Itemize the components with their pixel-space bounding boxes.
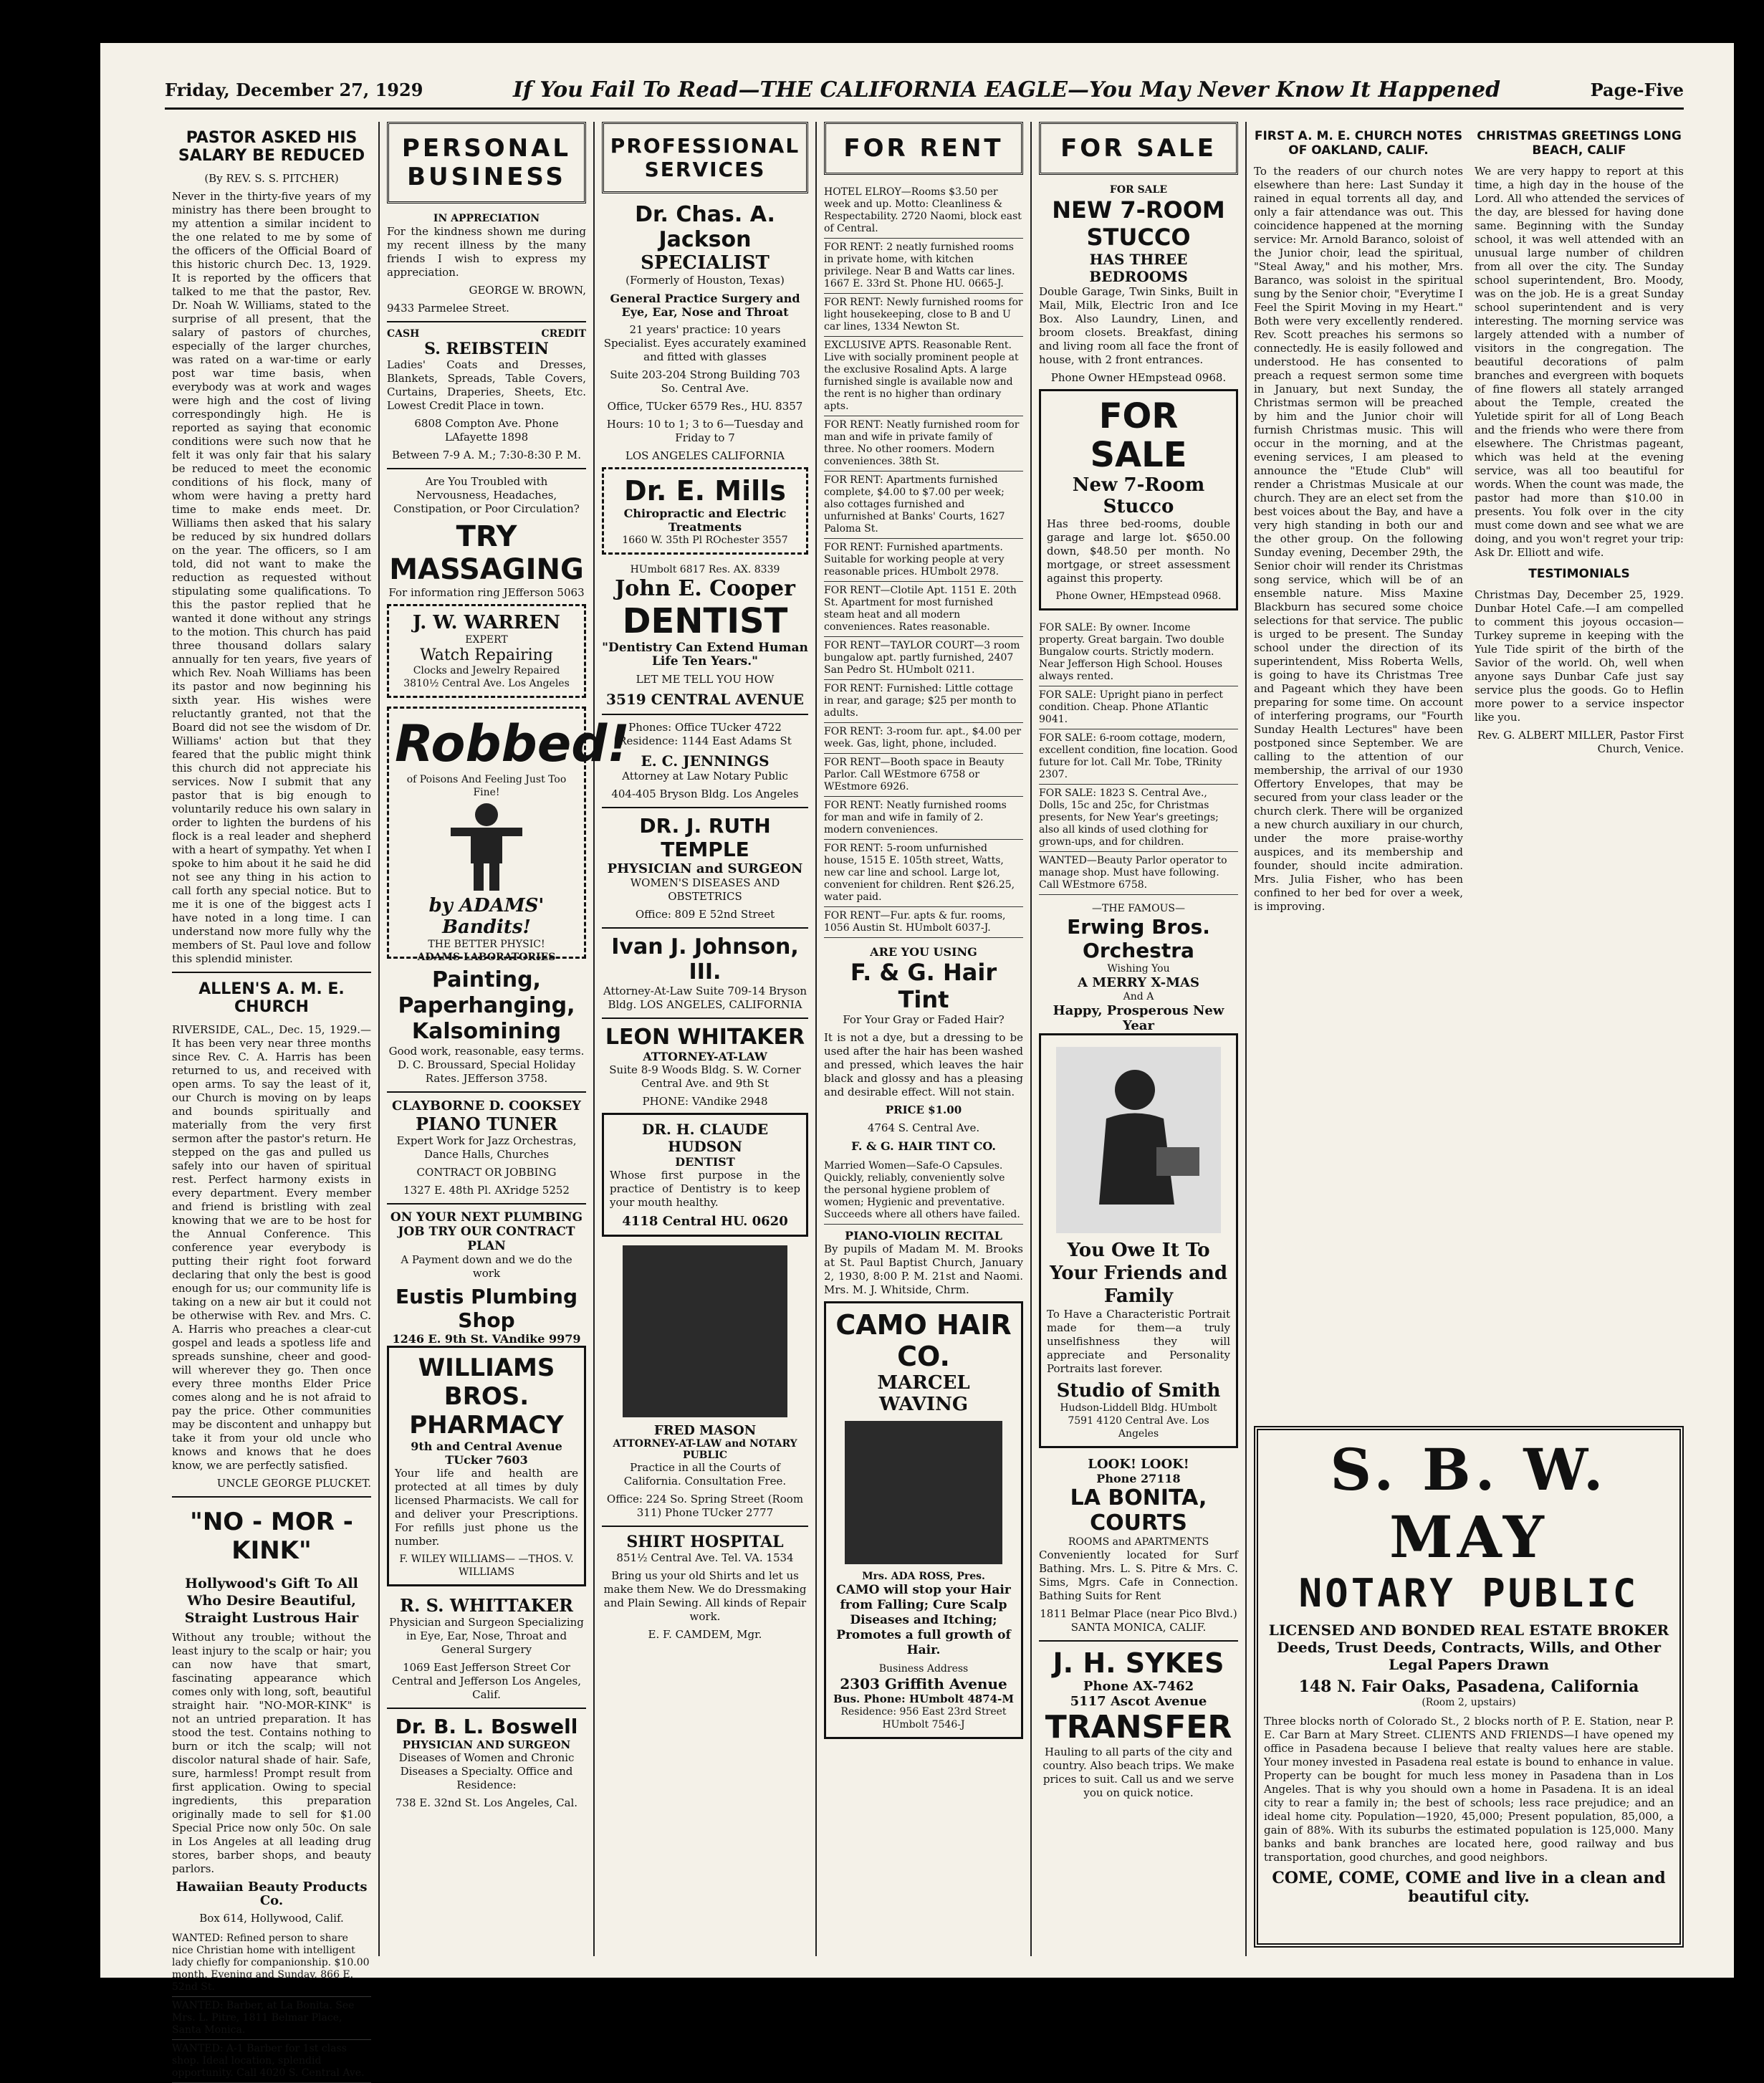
tint-name: F. & G. Hair Tint [850, 959, 997, 1013]
sale2-body: Has three bed-rooms, double garage and large lot. $650.00 down, $48.50 per month. No mortgage, or street assessment against this property. [1047, 517, 1230, 585]
cooksey-trade: PIANO TUNER [415, 1114, 558, 1134]
erwing-and: And A [1123, 991, 1154, 1002]
masthead [165, 72, 1684, 110]
hudson-address: 4118 Central HU. 0620 [622, 1214, 788, 1229]
long-beach-body: We are very happy to report at this time, a high day in the house of the Lord. All who attended the services of the day, are blessed for having done same. Beginning with the Sunday school, it was well attended with an unusual large number of children from all over the city. The Sunday school superintendent, Bro. Moody, was on the job. He is a great Sunday school superintendent and is very interesting. The morning service was largely attended with a number of visitors in the congregation. The beautiful decorations of palm branches and evergreen with boquets of fine flowers all stately arranged about the Temple, created the Yuletide spirit for all of Long Beach and the friends who were there from elsewhere. The Christmas pageant, which was held at the evening service, was all too beautiful for words. When the count was made, the pastor had more than $10.00 in presents. You folk over in the city must come down and see what we are doing, and you won't regret your trip: Ask Dr. Elliott and wife. [1475, 165, 1684, 559]
jackson-hours: Hours: 10 to 1; 3 to 6—Tuesday and Friday to 7 [606, 418, 804, 444]
bonita-sub: ROOMS and APARTMENTS [1068, 1536, 1209, 1548]
johnson-body: Attorney-At-Law Suite 709-14 Bryson Bldg. LOS ANGELES, CALIFORNIA [603, 985, 807, 1011]
sale2-headline: FOR SALE [1090, 396, 1187, 475]
may-room: (Room 2, upstairs) [1422, 1697, 1516, 1708]
rent-listing: FOR RENT: 5-room unfurnished house, 1515 E. 105th street, Watts, new car line and school. Large lot, convenient for children. Rent $26.25, water paid. [824, 840, 1023, 907]
appreciation-heading: IN APPRECIATION [433, 213, 540, 224]
section-title-for-sale: FOR SALE [1039, 122, 1238, 175]
divider [387, 468, 586, 469]
jackson-title: SPECIALIST [641, 252, 770, 274]
hudson-name: DR. H. CLAUDE HUDSON [641, 1121, 769, 1155]
cooksey-address: 1327 E. 48th Pl. AXridge 5252 [403, 1184, 570, 1197]
smith-name: Studio of Smith [1056, 1380, 1221, 1402]
wanted-ad: WANTED: Refined person to share nice Christian home with intelligent lady chiefly for companionship. $10.00 month. Evening and Sunday, 866 E. 52nd St. [172, 1930, 371, 1997]
may-body: Three blocks north of Colorado St., 2 blocks north of P. E. Station, near P. E. Car Barn at Mary Street. CLIENTS AND FRIENDS—I have opened my office in Pasadena because I believe that realty values here are stable. Your money invested in Pasadena real estate is bound to enhance in value. Property can be bought for much less money in Pasadena than in Los Angeles. That is why you should own a home in Pasadena. It is an ideal city to rear a family in; the best of schools; less race prejudice; and an ideal home city. Population—1920, 45,000; Present population, 85,000, a gain of 88%. With its suburbs the estimated population is 125,000. Many banks and bank branches are located here, good railway and bus transportation, good churches, and good neighbors. [1264, 1715, 1674, 1864]
bonita-address: 1811 Belmar Place (near Pico Blvd.) SANTA MONICA, CALIF. [1040, 1607, 1237, 1634]
stucco-sub: HAS THREE BEDROOMS [1089, 251, 1188, 285]
divider [387, 1708, 586, 1709]
jackson-body: General Practice Surgery and Eye, Ear, Nose and Throat [610, 292, 800, 319]
sale2-owner: Phone Owner, HEmpstead 0968. [1055, 590, 1222, 602]
mason-name: FRED MASON [653, 1423, 757, 1438]
tint-company: F. & G. HAIR TINT CO. [851, 1139, 996, 1153]
temple-name: DR. J. RUTH TEMPLE [639, 814, 771, 861]
boswell-address: 738 E. 32nd St. Los Angeles, Cal. [395, 1796, 578, 1809]
hudson-body: Whose first purpose in the practice of Dentistry is to keep your mouth healthy. [610, 1169, 800, 1209]
rent-listing: EXCLUSIVE APTS. Reasonable Rent. Live with socially prominent people at the exclusive Rosalind Apts. A large furnished single is available now and the rent is no higher than ordinary apts. [824, 337, 1023, 416]
sykes-trade: TRANSFER [1045, 1709, 1232, 1746]
robbed-lab: ADAMS LABORATORIES [417, 952, 556, 963]
oakland-body: To the readers of our church notes elsewhere than here: Last Sunday it rained in equal torrents all day, and only a fair attendance was out. This coincidence happened at the morning service: Mr. Arnold Baranco, soloist of the Junior choir, lead the spiritual, "Steal Away," and his mother, Mrs. Baranco, was soloist in the spiritual sung by the Senior choir, "Everytime I Feel the Spirit Moving in my Heart." Both were very excellently rendered. Rev. Scott preaches his sermons so connectedly. He is easily followed and understood. He has consented to preach a request sermon some time in January, but next Sunday, the Christmas sermon will be preached by him and the Junior choir will furnish Christmas music. This will occur in the morning, and at the evening services, I am pleased to announce the "Etude Club" will render a Christmas Musicale at our church. They are an elect set from the best voices about the Bay, and have a very high standing in both our and the other group. On the following Sunday evening, December 29th, the Senior choir will render its Christmas song service, which will be of an ensemble nature. Miss Maxine Blackburn has secured some choice selections for that service. The public is urged to be present. The Sunday school under the direction of its superintendent, Miss Roberta Wells, is going to have its Christmas Tree and Pageant which they have been preparing for some time. On account of interfering programs, our "Fourth Sunday Health Lectures" have been postponed since September. We are calling to the attention of our membership, the arrival of our 1930 Offertory Envelopes, that may be secured from your class leader or the church clerk. There will be organized a new church auxiliary in our church, under the more praise-worthy auspices, and its membership and founder, should incite admiration. Mrs. Julia Fisher, who has been confined to her bed for over a week, is improving. [1254, 165, 1463, 913]
recital-heading: PIANO-VIOLIN RECITAL [845, 1229, 1002, 1242]
mason-address: Office: 224 So. Spring Street (Room 311) Phone TUcker 2777 [606, 1493, 804, 1519]
williams-body: Your life and health are protected at all times by duly licensed Pharmacists. We call for and deliver your Prescriptions. For refills just phone us the number. [395, 1467, 578, 1548]
article-body-2: RIVERSIDE, CAL., Dec. 15, 1929.—It has been very near three months since Rev. C. A. Harris has been returned to us, and received with open arms. To say the least of it, our Church is moving on by leaps and bounds spiritually and materially from the very first sermon after the pastor's return. He stepped on the gas and pulled us safely into our haven of spiritual rest. Perfect harmony exists in every department. Every member and friend is bristling with zeal knowing that we are to be host for the Annual Conference. This conference year everybody is putting their right foot forward declaring that only the best is good enough for us; our community life is taking on a new air but it could not be otherwise with Rev. and Mrs. C. A. Harris who preaches a clear-cut gospel and leads a spotless life and spreads sunshine, cheer and good-will wherever they go. Then once every three months Elder Price comes along and he is not afraid to pay the price. Other communities may be discontent and unhappy but take it from your old uncle who knows and knows that he does know, we are perfectly satisfied. [172, 1023, 371, 1472]
section-title-personal-business: PERSONAL BUSINESS [387, 122, 586, 203]
jackson-city: LOS ANGELES CALIFORNIA [625, 449, 785, 462]
rent-listing: FOR RENT: Neatly furnished room for man and wife in private family of three. No other roomers. Modern conveniences. 38th St. [824, 416, 1023, 471]
plumbing-name: Eustis Plumbing Shop [396, 1285, 577, 1332]
cooksey-name: CLAYBORNE D. COOKSEY [392, 1098, 581, 1114]
erwing-ad [1039, 902, 1238, 1033]
divider [387, 1091, 586, 1093]
rent-listings [824, 183, 1023, 938]
cooper-tell: LET ME TELL YOU HOW [636, 673, 775, 686]
sale-listing: FOR SALE: By owner. Income property. Great bargain. Two double Bungalow courts. Strictly modern. Near Jefferson High School. Houses always rented. [1039, 619, 1238, 686]
article-byline: (By REV. S. S. PITCHER) [204, 172, 339, 185]
shirt-hospital-name: SHIRT HOSPITAL [626, 1533, 784, 1551]
wanted-ad: WANTED: A-1 Barber for 1st class shop. Ideal location, splendid opportunity. Call 4020 S. Central Ave. [172, 2040, 371, 2083]
divider [387, 321, 586, 322]
warren-ad [387, 604, 586, 698]
erwing-new-year: Happy, Prosperous New Year [1053, 1003, 1224, 1033]
page-number: Page-Five [1590, 79, 1684, 100]
cooper-address: 3519 CENTRAL AVENUE [606, 691, 804, 708]
cooksey-contract: CONTRACT OR JOBBING [416, 1166, 557, 1179]
stucco-tag: FOR SALE [1109, 184, 1168, 196]
divider [602, 1526, 808, 1527]
camo-ad [824, 1301, 1023, 1739]
ad-company: Hawaiian Beauty Products Co. [176, 1880, 368, 1908]
mason-portrait-photo [623, 1245, 787, 1417]
studio-smith-ad [1039, 1033, 1238, 1448]
sykes-address: 5117 Ascot Avenue [1070, 1694, 1207, 1709]
column-5 [1032, 122, 1247, 1956]
reibstein-credit: CREDIT [541, 328, 586, 340]
sykes-phone: Phone AX-7462 [1083, 1679, 1194, 1694]
article-headline-2: ALLEN'S A. M. E. CHURCH [198, 980, 345, 1016]
mason-title: ATTORNEY-AT-LAW and NOTARY PUBLIC [613, 1438, 797, 1461]
jennings-body: Attorney at Law Notary Public [622, 770, 788, 782]
camo-address: 2303 Griffith Avenue [840, 1675, 1007, 1692]
stucco-headline: NEW 7-ROOM STUCCO [1052, 196, 1225, 251]
long-beach-headline: CHRISTMAS GREETINGS LONG BEACH, CALIF [1477, 129, 1682, 158]
painting-body: Good work, reasonable, easy terms. D. C. Broussard, Special Holiday Rates. JEfferson 3758. [388, 1045, 585, 1085]
testimonials-body: Christmas Day, December 25, 1929. Dunbar Hotel Cafe.—I am compelled to comment this joyous occasion—Turkey supreme in keeping with the Yule Tide spirit of the birth of the Savior of the world. Oh, well when anyone says Dunbar Cafe just say service plus the goods. Go to Heflin more power to a service inspector like you. [1475, 588, 1684, 724]
ad-body: Without any trouble; without the least injury to the scalp or hair; you can now have that smart, fascinating appearance which comes only with long, soft, beautiful straight hair. "NO-MOR-KINK" is not an untried preparation. It has stood the test. Contains nothing to burn or itch the scalp; will not discolor natural shade of hair. Safe, sure, harmless! Prompt result from first application. Owing to special ingredients, this preparation originally made to sell for $1.00 Special Price now only 50c. On sale in Los Angeles at all leading drug stores, barber shops, and beauty parlors. [172, 1631, 371, 1875]
ad-address: Box 614, Hollywood, Calif. [199, 1912, 344, 1925]
whitaker-phone: PHONE: VAndike 2948 [642, 1095, 768, 1108]
erwing-name: Erwing Bros. Orchestra [1067, 915, 1210, 962]
mason-body: Practice in all the Courts of California. Consultation Free. [623, 1461, 787, 1488]
mills-name: Dr. E. Mills [624, 475, 786, 507]
appreciation-address: 9433 Parmelee Street. [387, 302, 509, 315]
plumbing-sub: A Payment down and we do the work [401, 1253, 572, 1280]
may-address: 148 N. Fair Oaks, Pasadena, California [1298, 1677, 1639, 1696]
jackson-from: (Formerly of Houston, Texas) [625, 274, 785, 287]
may-notary: NOTARY PUBLIC [1298, 1571, 1639, 1616]
sale2-sub: New 7-Room Stucco [1072, 474, 1205, 517]
johnson-name: Ivan J. Johnson, III. [611, 934, 799, 985]
jackson-name: Dr. Chas. A. Jackson [635, 202, 775, 252]
rent-listing: FOR RENT: Apartments furnished complete, $4.00 to $7.00 per week; also cottages furnished and unfurnished at Banks' Courts, 1627 Paloma St. [824, 471, 1023, 539]
newspaper-page [100, 43, 1734, 2079]
appreciation-signature: GEORGE W. BROWN, [469, 284, 586, 297]
may-deeds: Deeds, Trust Deeds, Contracts, Wills, and Other Legal Papers Drawn [1276, 1639, 1662, 1673]
whittaker-body: Physician and Surgeon Specializing in Eye, Ear, Nose, Throat and General Surgery [389, 1616, 584, 1656]
rent-listing: HOTEL ELROY—Rooms $3.50 per week and up. Motto: Cleanliness & Respectability. 2720 Naomi, block east of Central. [824, 183, 1023, 239]
massage-info: For information ring JEfferson 5063 [388, 586, 585, 599]
robbed-tagline: THE BETTER PHYSIC! [428, 939, 545, 950]
warren-trade: Watch Repairing [420, 646, 553, 664]
temple-title: PHYSICIAN and SURGEON [607, 861, 803, 876]
divider [387, 1203, 586, 1205]
cooper-name: John E. Cooper [615, 576, 795, 601]
masthead-slogan: If You Fail To Read—THE CALIFORNIA EAGLE—You May Never Know It Happened [512, 77, 1501, 102]
jackson-address: Suite 203-204 Strong Building 703 So. Central Ave. [610, 368, 800, 395]
column-1 [165, 122, 380, 2079]
jennings-name: E. C. JENNINGS [641, 752, 770, 770]
adams-bandits-ad [387, 707, 631, 963]
rent-listing: FOR RENT—Fur. apts & fur. rooms, 1056 Austin St. HUmbolt 6037-J. [824, 907, 1023, 938]
sale-listing: FOR SALE: 1823 S. Central Ave., Dolls, 15c and 25c, for Christmas presents, for New Year's greetings; also all kinds of used clothing for grown-ups, and for children. [1039, 785, 1238, 852]
testimonials-signature: Rev. G. ALBERT MILLER, Pastor First Church, Venice. [1477, 729, 1684, 755]
rent-listing: FOR RENT—Booth space in Beauty Parlor. Call WEstmore 6758 or WEstmore 6926. [824, 754, 1023, 797]
reibstein-hours: Between 7-9 A. M.; 7:30-8:30 P. M. [391, 449, 582, 461]
divider [602, 927, 808, 929]
robbed-sub: of Poisons And Feeling Just Too Fine! [406, 774, 567, 798]
temple-sub: WOMEN'S DISEASES AND OBSTETRICS [630, 876, 780, 903]
boswell-body: Diseases of Women and Chronic Diseases a Specialty. Office and Residence: [398, 1751, 575, 1791]
jackson-phones: Office, TUcker 6579 Res., HU. 8357 [607, 400, 803, 413]
rent-listing: FOR RENT: 3-room fur. apt., $4.00 per week. Gas, light, phone, included. [824, 723, 1023, 754]
tint-address: 4764 S. Central Ave. [867, 1121, 980, 1134]
oakland-headline: FIRST A. M. E. CHURCH NOTES OF OAKLAND, CALIF. [1254, 129, 1463, 158]
rent-listing: FOR RENT: 2 neatly furnished rooms in private home, with kitchen privilege. Near B and Watts car lines. 1667 E. 33rd St. Phone HU. 0665-J. [824, 239, 1023, 294]
column-6 [1247, 122, 1691, 1956]
cooper-phones: HUmbolt 6817 Res. AX. 8339 [630, 564, 780, 575]
ad-subtitle: Hollywood's Gift To All Who Desire Beautiful, Straight Lustrous Hair [184, 1576, 359, 1626]
williams-signature: F. WILEY WILLIAMS— —THOS. V. WILLIAMS [399, 1553, 574, 1578]
williams-name: WILLIAMS BROS. PHARMACY [409, 1354, 564, 1440]
camo-portrait-photo [845, 1421, 1002, 1564]
article-signoff: UNCLE GEORGE PLUCKET. [216, 1477, 371, 1490]
smith-body: To Have a Characteristic Portrait made for them—a truly unselfishness they will appreciate and Personality Portraits last forever. [1047, 1308, 1230, 1375]
reibstein-address: 6808 Compton Ave. Phone LAfayette 1898 [414, 417, 559, 444]
cooper-title: DENTIST [622, 601, 788, 641]
jackson-experience: 21 years' practice: 10 years Specialist. Eyes accurately examined and fitted with glasses [603, 323, 807, 363]
divider [172, 1496, 371, 1498]
hudson-ad [602, 1113, 808, 1237]
boswell-name: Dr. B. L. Boswell [395, 1715, 578, 1738]
may-name: S. B. W. MAY [1330, 1436, 1608, 1571]
reibstein-terms [387, 328, 586, 340]
shirt-hospital-manager: E. F. CAMDEM, Mgr. [648, 1628, 762, 1641]
warren-expert: EXPERT [465, 634, 508, 646]
plumbing-heading: ON YOUR NEXT PLUMBING JOB TRY OUR CONTRACT PLAN [390, 1210, 583, 1253]
divider [602, 1017, 808, 1019]
warren-name: J. W. WARREN [412, 612, 561, 633]
wanted-ad: WANTED: Barber, at La Bonita. See Mrs. L. Pitre, 1811 Belmar Place, Santa Monica. [172, 1997, 371, 2040]
camo-residence: Residence: 956 East 23rd Street HUmbolt 7546-J [840, 1706, 1007, 1730]
sale-stucco-ad [1039, 389, 1238, 610]
jennings-phones: Phones: Office TUcker 4722 Residence: 1144 East Adams St [618, 721, 792, 747]
warren-address: 3810½ Central Ave. Los Angeles [403, 678, 570, 689]
painting-headline: Painting, Paperhanging, Kalsomining [398, 967, 575, 1044]
smith-photo [1056, 1047, 1221, 1233]
massage-question: Are You Troubled with Nervousness, Headaches, Constipation, or Poor Circulation? [393, 475, 580, 515]
reibstein-name: S. REIBSTEIN [424, 340, 549, 358]
cooper-slogan: "Dentistry Can Extend Human Life Ten Years." [602, 641, 808, 669]
stucco-owner: Phone Owner HEmpstead 0968. [1050, 371, 1227, 384]
plumbing-address: 1246 E. 9th St. VAndike 9979 [392, 1332, 581, 1346]
may-close: COME, COME, COME and live in a clean and beautiful city. [1272, 1869, 1666, 1906]
oakland-notes [1254, 122, 1463, 1412]
robbed-headline: Robbed! [395, 714, 631, 773]
sale-listing: WANTED—Beauty Parlor operator to manage shop. Must have following. Call WEstmore 6758. [1039, 852, 1238, 895]
testimonials-headline: TESTIMONIALS [1528, 567, 1630, 581]
appreciation-text: For the kindness shown me during my recent illness by the many friends I wish to express my appreciation. [387, 225, 586, 279]
section-title-for-rent: FOR RENT [824, 122, 1023, 175]
erwing-xmas: A MERRY X-MAS [1077, 975, 1200, 990]
whitaker-address: Suite 8-9 Woods Bldg. S. W. Corner Central Ave. and 9th St [609, 1063, 801, 1090]
rent-listing: FOR RENT: Neatly furnished rooms for man and wife in family of 2. modern conveniences. [824, 797, 1023, 840]
cooksey-body: Expert Work for Jazz Orchestras, Dance Halls, Churches [396, 1134, 577, 1161]
massage-headline: TRY MASSAGING [389, 520, 584, 586]
ad-title: "NO - MOR - KINK" [190, 1508, 353, 1565]
may-notary-ad [1254, 1426, 1684, 1948]
erwing-wish: Wishing You [1107, 963, 1170, 975]
smith-headline: You Owe It To Your Friends and Family [1049, 1240, 1228, 1307]
rent-listing: FOR RENT—TAYLOR COURT—3 room bungalow apt. partly furnished, 2407 San Pedro St. HUmbolt 0211. [824, 637, 1023, 680]
whitaker-title: ATTORNEY-AT-LAW [643, 1050, 767, 1063]
divider [172, 972, 371, 973]
temple-address: Office: 809 E 52nd Street [635, 908, 775, 921]
rent-listing: FOR RENT: Newly furnished rooms for light housekeeping, close to B and U car lines, 1334 Newton St. [824, 294, 1023, 337]
erwing-heading: —THE FAMOUS— [1091, 903, 1186, 914]
warren-sub: Clocks and Jewelry Repaired [413, 665, 560, 676]
look-banner: LOOK! LOOK! [1088, 1457, 1189, 1472]
rent-listing: FOR RENT: Furnished: Little cottage in rear, and garage; $25 per month to adults. [824, 680, 1023, 723]
column-4 [817, 122, 1032, 1956]
smith-address: Hudson-Liddell Bldg. HUmbolt 7591 4120 Central Ave. Los Angeles [1060, 1402, 1217, 1440]
camo-sub: MARCEL WAVING [877, 1372, 970, 1415]
sykes-body: Hauling to all parts of the city and country. Also beach trips. We make prices to suit. Call us and we serve you on quick notice. [1042, 1746, 1235, 1799]
article-headline: PASTOR ASKED HIS SALARY BE REDUCED [178, 129, 365, 165]
tint-question: For Your Gray or Faded Hair? [843, 1013, 1005, 1026]
strongman-illustration-icon [444, 799, 529, 892]
divider [602, 714, 808, 715]
rent-listing: FOR RENT—Clotile Apt. 1151 E. 20th St. Apartment for most furnished steam heat and all modern conveniences. Rates reasonable. [824, 582, 1023, 637]
bonita-name: LA BONITA, COURTS [1070, 1485, 1207, 1536]
bonita-phone: Phone 27118 [1096, 1472, 1181, 1485]
stucco-body: Double Garage, Twin Sinks, Built in Mail, Milk, Electric Iron and Ice Box. Also Laundry, Linen, and broom closets. Breakfast, dining and living room all face the front of house, with 2 front entrances. [1039, 285, 1238, 366]
column-2 [380, 122, 631, 1956]
tint-body: It is not a dye, but a dressing to be used after the hair has been washed and pressed, which leaves the hair black and glossy and has a pleasing and desirable effect. Will not stain. [824, 1031, 1023, 1098]
article-body: Never in the thirty-five years of my ministry has there been brought to my attention a similar incident to the one related to me by some of the officers of the Official Board of this historic church Dec. 13, 1929. It is reported by the officers that talked to me that the pastor, Rev. Dr. Noah W. Williams, stated to the surprise of all present, that the salary of pastors of churches, especially of the larger churches, was rated on a war-time or early post war time basis, when everybody was at work and wages were high and the cost of living correspondingly high. He is reported as saying that economic conditions were such now that he felt it was only fair that his salary be reduced to meet the economic conditions of his flock, many of whom were having a pretty hard time to make ends meet. Dr. Williams then asked that his salary be reduced by six hundred dollars on the year. The officers, so I am told, did not want to make the reduction as requested without stipulating some qualifications. To this the pastor replied that he wanted it done without any strings to the motion. This church has paid three thousand dollars salary annually for ten years, five years of which Rev. Noah Williams has been its pastor and now beginning his sixth year. His wishes were reluctantly granted, not that the Board did not see the wisdom of Dr. Williams' action but that they feared that the public might think this church did not appreciate his services. Now I submit that any pastor that is big enough to voluntarily reduce his own salary in order to lighten the burdens of his flock is a real leader and shepherd with a heart of sympathy. Yet when I spoke to him about it he said he did not see any thing in his action to call forth any special notice. But to me it is one of the biggest acts I have noted in a long time. I can understand now more fully why the members of St. Paul love and follow this splendid minister. [172, 190, 371, 965]
camo-president: Mrs. ADA ROSS, Pres. [862, 1571, 985, 1582]
camo-name: CAMO HAIR CO. [835, 1309, 1012, 1372]
recital-body: By pupils of Madam M. M. Brooks at St. Paul Baptist Church, January 2, 1930, 8:00 P. M. 21st and Naomi. Mrs. M. J. Whitside, Chrm. [824, 1242, 1023, 1296]
section-title-professional-services: PROFESSIONAL SERVICES [602, 122, 808, 193]
robbed-brand: by ADAMS' Bandits! [428, 895, 545, 938]
camo-phone: Bus. Phone: HUmbolt 4874-M [833, 1692, 1014, 1705]
boswell-title: PHYSICIAN AND SURGEON [402, 1738, 571, 1751]
column-3 [595, 122, 817, 1956]
may-sub: LICENSED AND BONDED REAL ESTATE BROKER [1268, 1622, 1669, 1639]
married-women-ad: Married Women—Safe-O Capsules. Quickly, reliably, conveniently solve the personal hygiene problem of women; Hygienic and preventative. Succeeds where all others have failed. [824, 1157, 1023, 1225]
church-notes-area [1254, 122, 1684, 1412]
divider [1039, 1640, 1238, 1642]
whittaker-name: R. S. WHITTAKER [400, 1595, 573, 1616]
tint-price: PRICE $1.00 [885, 1103, 962, 1116]
reibstein-body: Ladies' Coats and Dresses, Blankets, Spreads, Table Covers, Curtains, Draperies, Sheets, Etc. Lowest Credit Place in town. [387, 358, 586, 412]
mills-address: 1660 W. 35th Pl ROchester 3557 [622, 535, 788, 546]
williams-address: 9th and Central Avenue TUcker 7603 [411, 1440, 562, 1467]
sykes-name: J. H. SYKES [1053, 1647, 1224, 1679]
williams-pharmacy-ad [387, 1346, 586, 1586]
whitaker-name: LEON WHITAKER [605, 1025, 805, 1050]
camo-address-heading: Business Address [878, 1663, 969, 1675]
long-beach-notes [1475, 122, 1684, 1412]
divider [602, 807, 808, 808]
mills-ad [602, 467, 808, 555]
sale-listing: FOR SALE: Upright piano in perfect condition. Cheap. Phone ATlantic 9041. [1039, 686, 1238, 729]
sale-listing: FOR SALE: 6-room cottage, modern, excellent condition, fine location. Good future for lot. Call Mr. Tobe, TRinity 2307. [1039, 729, 1238, 785]
jennings-address: 404-405 Bryson Bldg. Los Angeles [611, 787, 799, 800]
hudson-title: DENTIST [675, 1155, 735, 1169]
issue-date: Friday, December 27, 1929 [165, 79, 423, 100]
rent-listing: FOR RENT: Furnished apartments. Suitable for working people at very reasonable prices. HUmbolt 2978. [824, 539, 1023, 582]
mills-body: Chiropractic and Electric Treatments [623, 507, 787, 534]
shirt-hospital-body: Bring us your old Shirts and let us make them New. We do Dressmaking and Plain Sewing. All kinds of Repair work. [603, 1569, 807, 1623]
seated-man-illustration-icon [1056, 1047, 1221, 1233]
bonita-body: Conveniently located for Surf Bathing. Mrs. L. S. Pitre & Mrs. C. Sims, Mgrs. Cafe in Connection. Bathing Suits for Rent [1039, 1548, 1238, 1602]
whittaker-address: 1069 East Jefferson Street Cor Central and Jefferson Los Angeles, Calif. [391, 1661, 582, 1701]
tint-heading: ARE YOU USING [870, 945, 977, 959]
shirt-hospital-address: 851½ Central Ave. Tel. VA. 1534 [616, 1551, 794, 1564]
camo-body: CAMO will stop your Hair from Falling; Cure Scalp Diseases and Itching; Promotes a full growth of Hair. [836, 1583, 1011, 1657]
reibstein-cash: CASH [387, 328, 420, 340]
